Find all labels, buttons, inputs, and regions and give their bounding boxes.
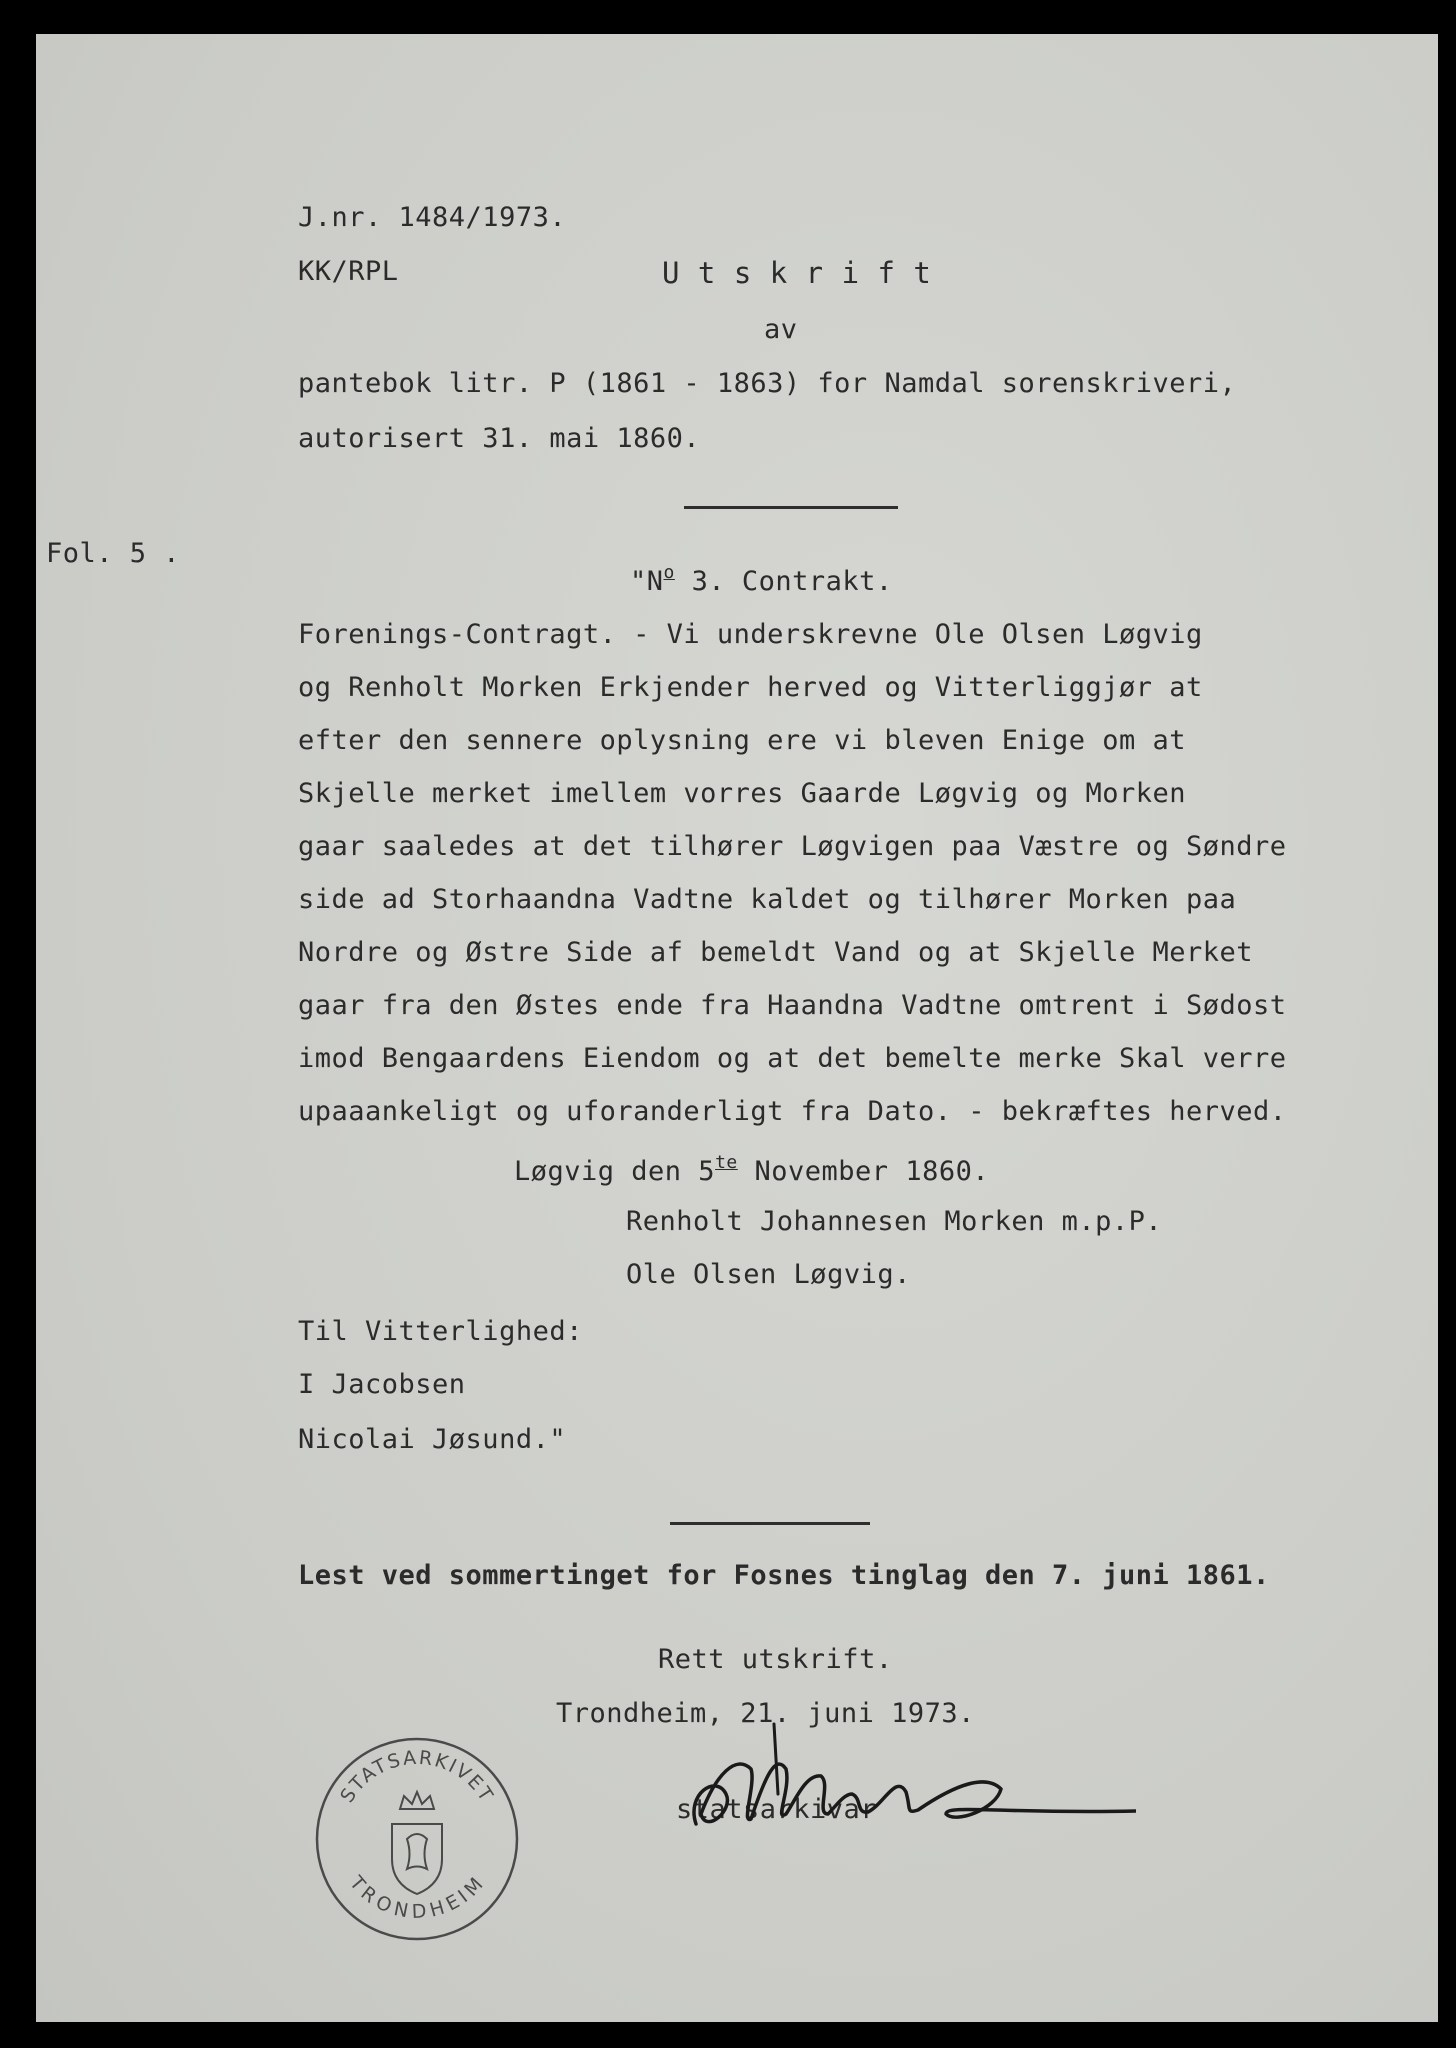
svg-text:TRONDHEIM: TRONDHEIM	[344, 1872, 489, 1924]
contract-date: Løgvig den $5^{te}$ November 1860.	[514, 1152, 990, 1187]
document-title: U t s k r i f t	[662, 256, 932, 290]
certification-line-2: Trondheim, 21. juni 1973.	[556, 1698, 975, 1729]
contract-line: upaaankeligt og uforanderligt fra Dato. - bekræftes herved.	[298, 1096, 1287, 1127]
svg-text:STATSARKIVET: STATSARKIVET	[336, 1746, 498, 1807]
certification-line-1: Rett utskrift.	[658, 1644, 893, 1675]
registration-note: Lest ved sommertinget for Fosnes tinglag den 7. juni 1861.	[298, 1560, 1270, 1591]
initials: KK/RPL	[298, 256, 399, 287]
witness-2: Nicolai Jøsund."	[298, 1424, 567, 1455]
signatory-2: Ole Olsen Løgvig.	[626, 1259, 911, 1290]
divider-bottom	[670, 1522, 870, 1525]
contract-line: imod Bengaardens Eiendom og at det bemelte merke Skal verre	[298, 1043, 1287, 1074]
title-av: av	[764, 314, 798, 345]
folio-note: Fol. 5 .	[46, 538, 181, 569]
witness-heading: Til Vitterlighed:	[298, 1316, 583, 1347]
contract-line: og Renholt Morken Erkjender herved og Vitterliggjør at	[298, 672, 1203, 703]
journal-number: J.nr. 1484/1973.	[298, 202, 567, 233]
contract-heading: "$N^o$ 3. Contrakt.	[630, 562, 893, 597]
witness-1: I Jacobsen	[298, 1369, 466, 1400]
contract-line: Nordre og Østre Side af bemeldt Vand og at Skjelle Merket	[298, 937, 1254, 968]
contract-line: gaar fra den Østes ende fra Haandna Vadtne omtrent i Sødost	[298, 990, 1287, 1021]
archive-stamp	[312, 1734, 522, 1944]
contract-line: gaar saaledes at det tilhører Løgvigen paa Væstre og Søndre	[298, 831, 1287, 862]
signatory-1: Renholt Johannesen Morken m.p.P.	[626, 1206, 1163, 1237]
document-page	[36, 34, 1438, 2022]
contract-line: side ad Storhaandna Vadtne kaldet og tilhører Morken paa	[298, 884, 1237, 915]
subtitle-line-2: autorisert 31. mai 1860.	[298, 423, 701, 454]
contract-line: Forenings-Contragt. - Vi underskrevne Ole Olsen Løgvig	[298, 619, 1203, 650]
contract-line: Skjelle merket imellem vorres Gaarde Løgvig og Morken	[298, 778, 1187, 809]
divider-top	[684, 506, 898, 509]
subtitle-line-1: pantebok litr. P (1861 - 1863) for Namdal sorenskriveri,	[298, 368, 1237, 399]
signer-role: statsarkivar	[676, 1794, 878, 1825]
handwritten-signature	[656, 1714, 1136, 1864]
contract-line: efter den sennere oplysning ere vi bleven Enige om at	[298, 725, 1187, 756]
